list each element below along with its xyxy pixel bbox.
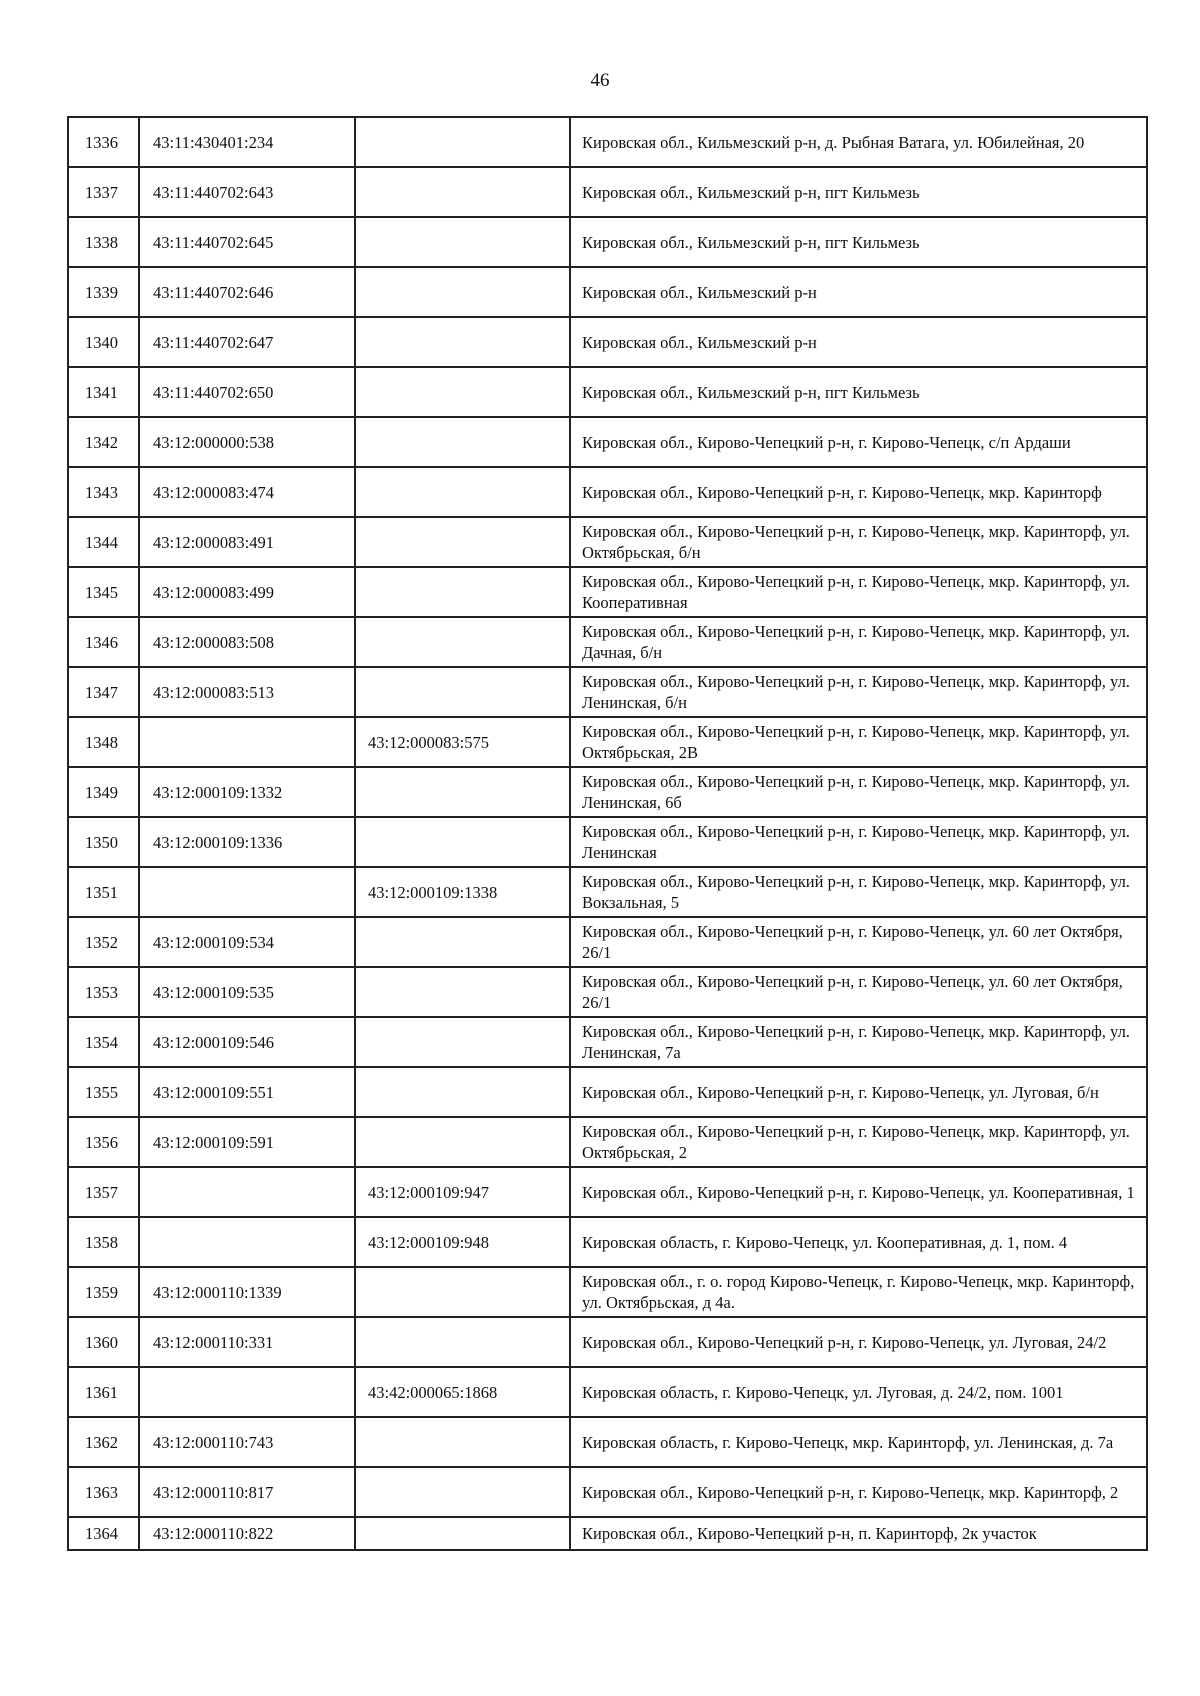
cadastral-number-cell: 43:11:440702:643 — [139, 167, 355, 217]
related-cadastral-number-cell — [355, 567, 570, 617]
table-row — [68, 1317, 1147, 1367]
cadastral-number-cell — [139, 717, 355, 767]
table-row — [68, 1167, 1147, 1217]
address-cell: Кировская обл., Кирово-Чепецкий р-н, г. Кирово-Чепецк, мкр. Каринторф, 2 — [570, 1467, 1147, 1517]
address-cell: Кировская обл., Кирово-Чепецкий р-н, г. Кирово-Чепецк, мкр. Каринторф, ул. Ленинская, 7а — [570, 1017, 1147, 1067]
row-number-cell: 1352 — [68, 917, 139, 967]
table-row — [68, 1417, 1147, 1467]
address-cell: Кировская обл., Кирово-Чепецкий р-н, г. Кирово-Чепецк, мкр. Каринторф, ул. Вокзальная, 5 — [570, 867, 1147, 917]
related-cadastral-number-cell — [355, 467, 570, 517]
row-number-cell: 1349 — [68, 767, 139, 817]
address-cell: Кировская обл., Кильмезский р-н, пгт Кильмезь — [570, 367, 1147, 417]
table-row — [68, 117, 1147, 167]
table-row — [68, 517, 1147, 567]
row-number-cell: 1351 — [68, 867, 139, 917]
related-cadastral-number-cell: 43:12:000109:1338 — [355, 867, 570, 917]
address-cell: Кировская обл., Кирово-Чепецкий р-н, г. Кирово-Чепецк, ул. Кооперативная, 1 — [570, 1167, 1147, 1217]
page-number: 46 — [590, 70, 610, 91]
cadastral-number-cell — [139, 867, 355, 917]
related-cadastral-number-cell — [355, 517, 570, 567]
cadastral-number-cell: 43:12:000083:491 — [139, 517, 355, 567]
address-cell: Кировская обл., Кирово-Чепецкий р-н, г. Кирово-Чепецк, мкр. Каринторф, ул. Ленинская, б/н — [570, 667, 1147, 717]
address-cell: Кировская обл., Кирово-Чепецкий р-н, г. Кирово-Чепецк, ул. Луговая, 24/2 — [570, 1317, 1147, 1367]
related-cadastral-number-cell — [355, 617, 570, 667]
row-number-cell: 1344 — [68, 517, 139, 567]
table-row — [68, 217, 1147, 267]
address-cell: Кировская обл., Кильмезский р-н, д. Рыбная Ватага, ул. Юбилейная, 20 — [570, 117, 1147, 167]
cadastral-number-cell — [139, 1367, 355, 1417]
row-number-cell: 1341 — [68, 367, 139, 417]
row-number-cell: 1348 — [68, 717, 139, 767]
cadastral-number-cell: 43:11:430401:234 — [139, 117, 355, 167]
address-cell: Кировская обл., Кирово-Чепецкий р-н, г. Кирово-Чепецк, ул. 60 лет Октября, 26/1 — [570, 967, 1147, 1017]
address-cell: Кировская обл., Кирово-Чепецкий р-н, г. Кирово-Чепецк, мкр. Каринторф, ул. Ленинская, 6б — [570, 767, 1147, 817]
address-cell: Кировская обл., Кирово-Чепецкий р-н, г. Кирово-Чепецк, с/п Ардаши — [570, 417, 1147, 467]
row-number-cell: 1336 — [68, 117, 139, 167]
cadastral-number-cell: 43:12:000083:499 — [139, 567, 355, 617]
related-cadastral-number-cell — [355, 1117, 570, 1167]
table-row — [68, 567, 1147, 617]
cadastral-number-cell: 43:12:000083:474 — [139, 467, 355, 517]
address-cell: Кировская обл., Кильмезский р-н — [570, 317, 1147, 367]
table-row — [68, 317, 1147, 367]
table-row — [68, 1467, 1147, 1517]
cadastral-number-cell: 43:12:000110:822 — [139, 1517, 355, 1550]
related-cadastral-number-cell — [355, 1467, 570, 1517]
row-number-cell: 1340 — [68, 317, 139, 367]
row-number-cell: 1342 — [68, 417, 139, 467]
row-number-cell: 1363 — [68, 1467, 139, 1517]
related-cadastral-number-cell — [355, 767, 570, 817]
related-cadastral-number-cell — [355, 1517, 570, 1550]
row-number-cell: 1355 — [68, 1067, 139, 1117]
address-cell: Кировская обл., Кирово-Чепецкий р-н, г. Кирово-Чепецк, мкр. Каринторф, ул. Дачная, б/н — [570, 617, 1147, 667]
address-cell: Кировская обл., Кирово-Чепецкий р-н, г. Кирово-Чепецк, мкр. Каринторф, ул. Октябрьская, 2 — [570, 1117, 1147, 1167]
table-row — [68, 817, 1147, 867]
related-cadastral-number-cell: 43:12:000083:575 — [355, 717, 570, 767]
cadastral-number-cell: 43:12:000109:546 — [139, 1017, 355, 1067]
cadastral-number-cell: 43:12:000083:508 — [139, 617, 355, 667]
related-cadastral-number-cell — [355, 367, 570, 417]
cadastral-number-cell: 43:12:000109:591 — [139, 1117, 355, 1167]
related-cadastral-number-cell — [355, 217, 570, 267]
row-number-cell: 1358 — [68, 1217, 139, 1267]
address-cell: Кировская обл., Кирово-Чепецкий р-н, г. Кирово-Чепецк, мкр. Каринторф, ул. Октябрьская, 2В — [570, 717, 1147, 767]
address-cell: Кировская обл., Кирово-Чепецкий р-н, г. Кирово-Чепецк, ул. 60 лет Октября, 26/1 — [570, 917, 1147, 967]
address-cell: Кировская обл., Кирово-Чепецкий р-н, г. Кирово-Чепецк, мкр. Каринторф, ул. Октябрьская, б/н — [570, 517, 1147, 567]
row-number-cell: 1347 — [68, 667, 139, 717]
related-cadastral-number-cell — [355, 1317, 570, 1367]
related-cadastral-number-cell — [355, 167, 570, 217]
table-row — [68, 717, 1147, 767]
table-row — [68, 167, 1147, 217]
row-number-cell: 1353 — [68, 967, 139, 1017]
cadastral-number-cell: 43:12:000109:535 — [139, 967, 355, 1017]
table-row — [68, 967, 1147, 1017]
row-number-cell: 1361 — [68, 1367, 139, 1417]
cadastral-number-cell: 43:12:000109:534 — [139, 917, 355, 967]
related-cadastral-number-cell — [355, 417, 570, 467]
related-cadastral-number-cell — [355, 917, 570, 967]
table-row — [68, 367, 1147, 417]
cadastral-number-cell — [139, 1167, 355, 1217]
row-number-cell: 1360 — [68, 1317, 139, 1367]
row-number-cell: 1346 — [68, 617, 139, 667]
related-cadastral-number-cell — [355, 1017, 570, 1067]
address-cell: Кировская обл., Кирово-Чепецкий р-н, г. Кирово-Чепецк, ул. Луговая, б/н — [570, 1067, 1147, 1117]
table-row — [68, 1117, 1147, 1167]
table-row — [68, 417, 1147, 467]
related-cadastral-number-cell — [355, 817, 570, 867]
row-number-cell: 1337 — [68, 167, 139, 217]
registry-table — [67, 116, 1148, 1551]
table-row — [68, 1267, 1147, 1317]
cadastral-number-cell: 43:12:000110:817 — [139, 1467, 355, 1517]
address-cell: Кировская область, г. Кирово-Чепецк, ул. Кооперативная, д. 1, пом. 4 — [570, 1217, 1147, 1267]
row-number-cell: 1354 — [68, 1017, 139, 1067]
row-number-cell: 1339 — [68, 267, 139, 317]
row-number-cell: 1356 — [68, 1117, 139, 1167]
related-cadastral-number-cell — [355, 1417, 570, 1467]
table-row — [68, 767, 1147, 817]
cadastral-number-cell: 43:12:000000:538 — [139, 417, 355, 467]
address-cell: Кировская обл., Кирово-Чепецкий р-н, г. Кирово-Чепецк, мкр. Каринторф — [570, 467, 1147, 517]
related-cadastral-number-cell — [355, 317, 570, 367]
cadastral-number-cell: 43:12:000110:743 — [139, 1417, 355, 1467]
cadastral-number-cell: 43:11:440702:647 — [139, 317, 355, 367]
table-row — [68, 467, 1147, 517]
row-number-cell: 1350 — [68, 817, 139, 867]
address-cell: Кировская область, г. Кирово-Чепецк, мкр. Каринторф, ул. Ленинская, д. 7а — [570, 1417, 1147, 1467]
cadastral-number-cell: 43:11:440702:646 — [139, 267, 355, 317]
related-cadastral-number-cell: 43:42:000065:1868 — [355, 1367, 570, 1417]
table-row — [68, 917, 1147, 967]
table-row — [68, 1367, 1147, 1417]
cadastral-number-cell: 43:11:440702:645 — [139, 217, 355, 267]
address-cell: Кировская обл., Кильмезский р-н, пгт Кильмезь — [570, 217, 1147, 267]
related-cadastral-number-cell — [355, 967, 570, 1017]
related-cadastral-number-cell: 43:12:000109:948 — [355, 1217, 570, 1267]
row-number-cell: 1364 — [68, 1517, 139, 1550]
cadastral-number-cell — [139, 1217, 355, 1267]
table-row — [68, 267, 1147, 317]
related-cadastral-number-cell — [355, 1267, 570, 1317]
table-row — [68, 1067, 1147, 1117]
address-cell: Кировская область, г. Кирово-Чепецк, ул. Луговая, д. 24/2, пом. 1001 — [570, 1367, 1147, 1417]
table-row — [68, 1217, 1147, 1267]
address-cell: Кировская обл., Кильмезский р-н, пгт Кильмезь — [570, 167, 1147, 217]
table-row — [68, 667, 1147, 717]
cadastral-number-cell: 43:12:000109:1332 — [139, 767, 355, 817]
cadastral-number-cell: 43:11:440702:650 — [139, 367, 355, 417]
row-number-cell: 1338 — [68, 217, 139, 267]
address-cell: Кировская обл., Кирово-Чепецкий р-н, п. Каринторф, 2к участок — [570, 1517, 1147, 1550]
cadastral-number-cell: 43:12:000110:1339 — [139, 1267, 355, 1317]
table-row — [68, 617, 1147, 667]
row-number-cell: 1359 — [68, 1267, 139, 1317]
cadastral-number-cell: 43:12:000083:513 — [139, 667, 355, 717]
table-row — [68, 1517, 1147, 1550]
address-cell: Кировская обл., Кильмезский р-н — [570, 267, 1147, 317]
row-number-cell: 1345 — [68, 567, 139, 617]
cadastral-number-cell: 43:12:000109:1336 — [139, 817, 355, 867]
address-cell: Кировская обл., Кирово-Чепецкий р-н, г. Кирово-Чепецк, мкр. Каринторф, ул. Ленинская — [570, 817, 1147, 867]
table-row — [68, 1017, 1147, 1067]
related-cadastral-number-cell: 43:12:000109:947 — [355, 1167, 570, 1217]
registry-table-body — [68, 117, 1147, 1550]
related-cadastral-number-cell — [355, 1067, 570, 1117]
row-number-cell: 1343 — [68, 467, 139, 517]
cadastral-number-cell: 43:12:000110:331 — [139, 1317, 355, 1367]
row-number-cell: 1357 — [68, 1167, 139, 1217]
related-cadastral-number-cell — [355, 667, 570, 717]
row-number-cell: 1362 — [68, 1417, 139, 1467]
related-cadastral-number-cell — [355, 117, 570, 167]
address-cell: Кировская обл., Кирово-Чепецкий р-н, г. Кирово-Чепецк, мкр. Каринторф, ул. Кооперативная — [570, 567, 1147, 617]
table-row — [68, 867, 1147, 917]
address-cell: Кировская обл., г. о. город Кирово-Чепецк, г. Кирово-Чепецк, мкр. Каринторф, ул. Октябрьская, д 4а. — [570, 1267, 1147, 1317]
related-cadastral-number-cell — [355, 267, 570, 317]
cadastral-number-cell: 43:12:000109:551 — [139, 1067, 355, 1117]
